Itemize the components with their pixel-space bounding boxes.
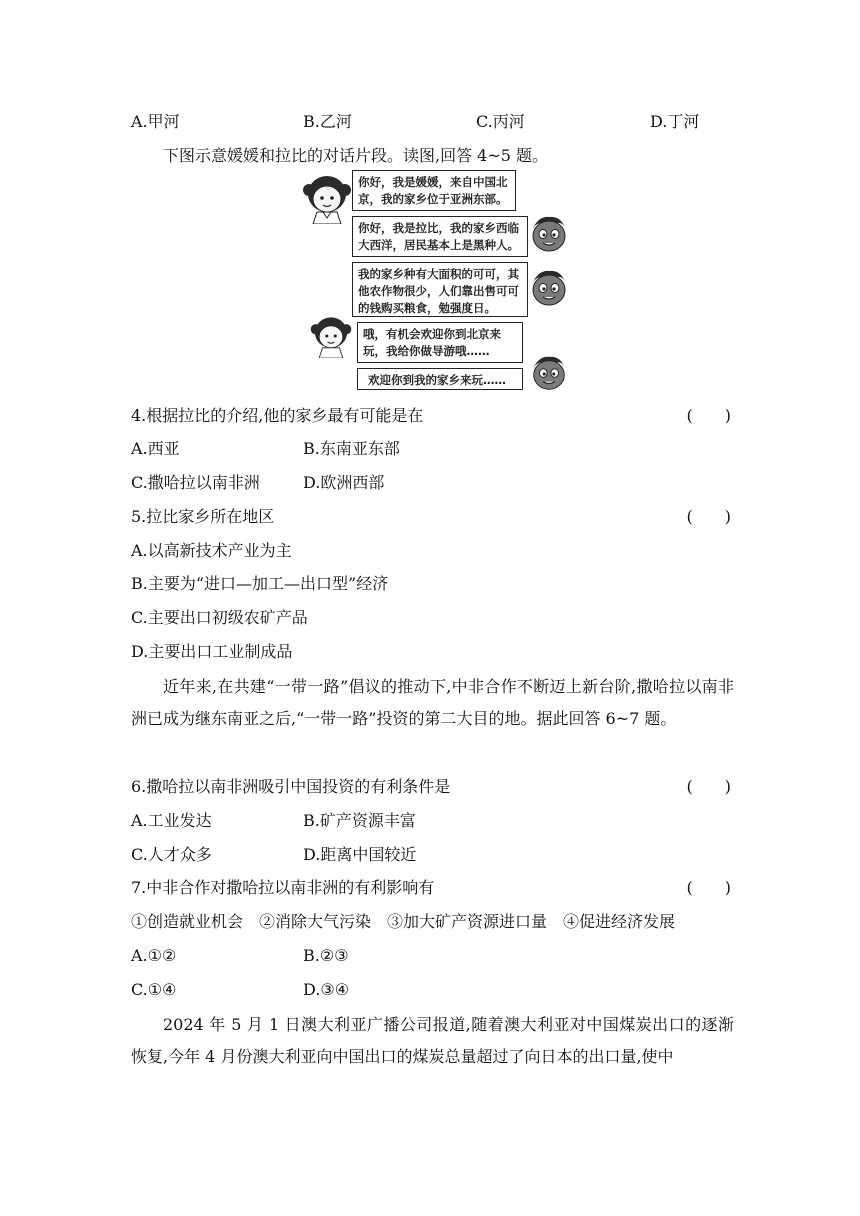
q5-option-d: D.主要出口工业制成品 — [131, 642, 293, 661]
q4-answer-bracket: ( ) — [686, 406, 731, 425]
q5-stem-text: 5.拉比家乡所在地区 — [131, 507, 275, 526]
q7-option-b: B.②③ — [303, 946, 349, 965]
q7-stem — [131, 876, 731, 900]
q4-stem — [131, 404, 731, 428]
bubble-yuanyuan-1: 你好，我是媛媛，来自中国北京，我的家乡位于亚洲东部。 — [352, 170, 516, 211]
q5-stem — [131, 505, 731, 529]
option-c: C.丙河 — [476, 112, 525, 131]
q7-option-d: D.③④ — [303, 980, 350, 999]
boy-avatar-icon — [529, 268, 569, 310]
q5-option-b: B.主要为“进口—加工—出口型”经济 — [131, 574, 389, 593]
bubble-labi-1: 你好，我是拉比，我的家乡西临大西洋，居民基本上是黑种人。 — [352, 216, 528, 257]
q7-option-c: C.①④ — [131, 980, 177, 999]
boy-avatar-icon — [529, 354, 569, 394]
q4-stem-text: 4.根据拉比的介绍,他的家乡最有可能是在 — [131, 406, 424, 425]
boy-avatar-icon — [529, 214, 569, 256]
q6-option-d: D.距离中国较近 — [303, 845, 417, 864]
q6-option-a: A.工业发达 — [131, 811, 212, 830]
option-d: D.丁河 — [650, 112, 700, 131]
q5-option-a: A.以高新技术产业为主 — [131, 541, 292, 560]
bubble-yuanyuan-2: 哦，有机会欢迎你到北京来玩，我给你做导游哦…… — [357, 322, 523, 363]
bubble-labi-3: 欢迎你到我的家乡来玩…… — [357, 368, 523, 390]
q4-option-a: A.西亚 — [131, 439, 180, 458]
option-b: B.乙河 — [303, 112, 352, 131]
q6-stem-text: 6.撒哈拉以南非洲吸引中国投资的有利条件是 — [131, 777, 451, 796]
q6-option-c: C.人才众多 — [131, 845, 212, 864]
girl-avatar-icon — [307, 314, 355, 358]
option-a: A.甲河 — [131, 112, 180, 131]
intro-8: 2024 年 5 月 1 日澳大利亚广播公司报道,随着澳大利亚对中国煤炭出口的逐渐恢复,今年 4 月份澳大利亚向中国出口的煤炭总量超过了向日本的出口量,使中 — [131, 1015, 734, 1066]
q4-option-b: B.东南亚东部 — [303, 439, 400, 458]
q5-option-c: C.主要出口初级农矿产品 — [131, 608, 308, 627]
q7-answer-bracket: ( ) — [686, 878, 731, 897]
q5-answer-bracket: ( ) — [686, 507, 731, 526]
dialogue-figure — [303, 168, 569, 394]
q6-answer-bracket: ( ) — [686, 777, 731, 796]
q6-option-b: B.矿产资源丰富 — [303, 811, 416, 830]
q7-items: ①创造就业机会 ②消除大气污染 ③加大矿产资源进口量 ④促进经济发展 — [131, 912, 676, 931]
intro-4-5: 下图示意媛媛和拉比的对话片段。读图,回答 4~5 题。 — [163, 146, 549, 165]
q4-option-c: C.撒哈拉以南非洲 — [131, 473, 260, 492]
intro-6-7: 近年来,在共建“一带一路”倡议的推动下,中非合作不断迈上新台阶,撒哈拉以南非洲已成为继东南亚之后,“一带一路”投资的第二大目的地。据此回答 6~7 题。 — [131, 677, 734, 728]
q4-option-d: D.欧洲西部 — [303, 473, 385, 492]
q7-stem-text: 7.中非合作对撒哈拉以南非洲的有利影响有 — [131, 878, 435, 897]
bubble-labi-2: 我的家乡种有大面积的可可，其他农作物很少，人们靠出售可可的钱购买粮食，勉强度日。 — [352, 262, 528, 317]
q7-option-a: A.①② — [131, 946, 177, 965]
q6-stem — [131, 775, 731, 799]
girl-avatar-icon — [303, 172, 351, 224]
